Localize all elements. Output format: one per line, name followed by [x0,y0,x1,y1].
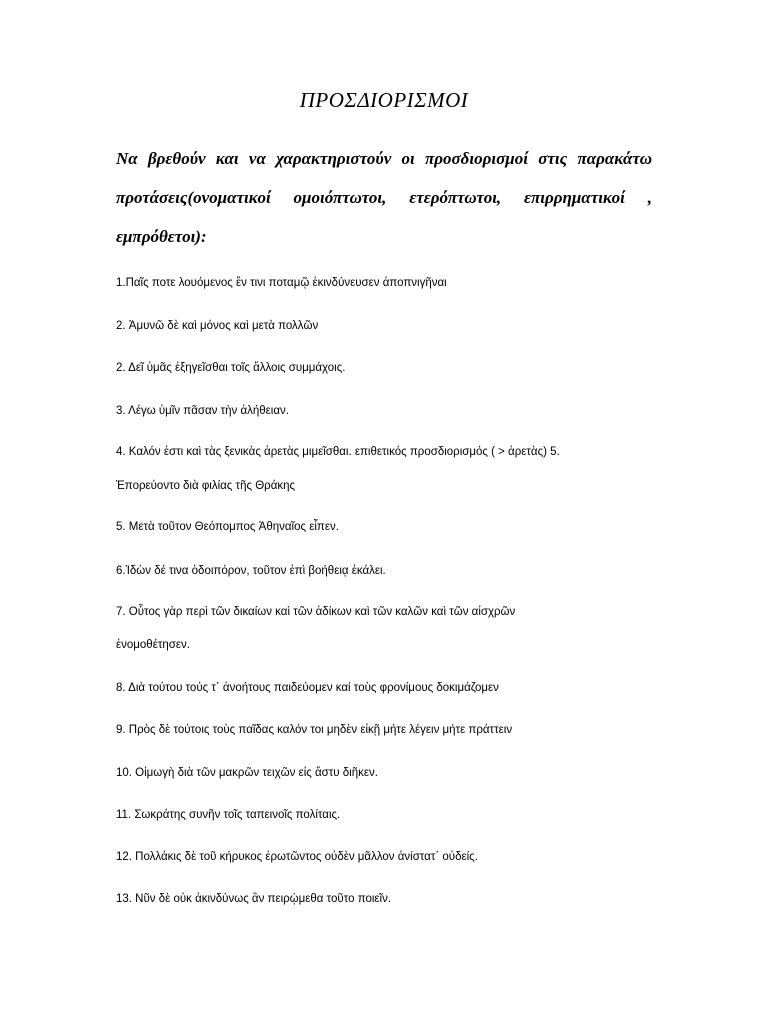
sentence-2: 2. Ἀμυνῶ δὲ καὶ μόνος καὶ μετὰ πολλῶν [116,320,319,332]
sentence-11: 10. Οἰμωγὴ διὰ τῶν μακρῶν τειχῶν εἰς ἄστυ διῆκεν. [116,767,378,779]
sentence-3: 2. Δεῖ ὑμᾶς ἐξηγεῖσθαι τοῖς ἄλλοις συμμάχοις. [116,362,346,374]
sentence-7: 6.Ἰδὼν δέ τινα ὁδοιπόρον, τοῦτον ἐπὶ βοήθειᾳ ἐκάλει. [116,565,386,577]
sentence-1: 1.Παῖς ποτε λουόμενος ἔν τινι ποταμῷ ἐκινδύνευσεν ἀποπνιγῆναι [116,277,447,289]
sentence-8: 7. Οὗτος γὰρ περὶ τῶν δικαίων καὶ τῶν ἀδίκων καὶ τῶν καλῶν καὶ τῶν αἰσχρῶν [116,606,516,618]
sentence-9: 8. Διὰ τούτου τούς τ΄ ἀνοήτους παιδεύομεν καί τοὺς φρονίμους δοκιμάζομεν [116,682,499,694]
sentence-4: 3. Λέγω ὑμῖν πᾶσαν τὴν ἀλήθειαν. [116,405,289,417]
sentence-14: 13. Νῦν δὲ οὐκ ἀκινδύνως ἂν πειρῴμεθα τοῦτο ποιεῖν. [116,893,392,905]
sentence-6: 5. Μετὰ τοῦτον Θεόπομπος Ἀθηναῖος εἶπεν. [116,521,339,533]
sentence-10: 9. Πρὸς δὲ τούτοις τοὺς παῖδας καλόν τοι μηδὲν εἰκῇ μήτε λέγειν μήτε πράττειν [116,724,513,736]
page-title: ΠΡΟΣΔΙΟΡΙΣΜΟΙ [299,88,469,112]
exercise-instruction: Να βρεθούν και να χαρακτηριστούν οι προσδιορισμοί στις παρακάτω προτάσεις(ονοματικοί ομοιόπτωτοι, ετερόπτωτοι, επιρρηματικοί , εμπρόθετοι): [116,149,652,246]
sentence-5-continued: Ἐπορεύοντο διὰ φιλίας τῆς Θράκης [116,480,296,492]
sentence-5: 4. Καλόν ἐστι καὶ τὰς ξενικὰς ἀρετὰς μιμεῖσθαι. επιθετικός προσδιορισμός ( > ἀρετὰς) 5. [116,446,560,458]
sentence-12: 11. Σωκράτης συνῆν τοῖς ταπεινοῖς πολίταις. [116,809,341,821]
sentence-8-continued: ἐνομοθέτησεν. [116,639,190,651]
sentence-13: 12. Πολλάκις δὲ τοῦ κήρυκος ἐρωτῶντος οὐδὲν μᾶλλον ἀνίστατ΄ οὐδείς. [116,851,478,863]
